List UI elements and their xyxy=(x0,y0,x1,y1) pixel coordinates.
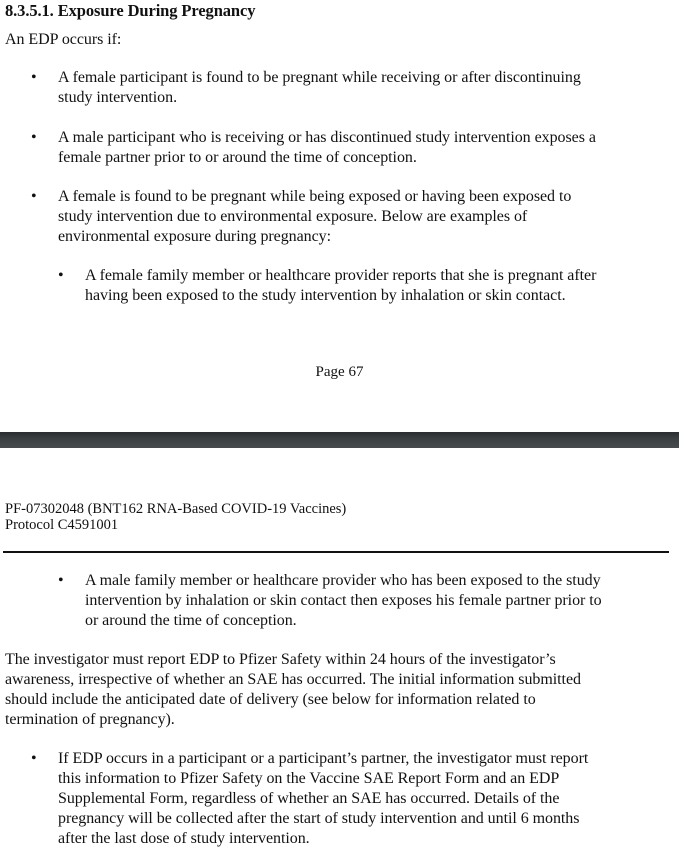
page-break-divider xyxy=(0,432,679,448)
bullet-icon: • xyxy=(31,129,37,146)
document-header-protocol: Protocol C4591001 xyxy=(5,517,119,533)
bullet-line: female partner prior to or around the time of conception. xyxy=(58,149,417,166)
bullet-line: study intervention due to environmental exposure. Below are examples of xyxy=(58,208,528,225)
bullet-line: after the last dose of study intervention. xyxy=(58,830,310,847)
page-number: Page 67 xyxy=(315,364,364,380)
paragraph-line: termination of pregnancy). xyxy=(5,711,175,728)
bullet-icon: • xyxy=(31,750,37,767)
bullet-line: A female is found to be pregnant while being exposed or having been exposed to xyxy=(58,188,572,205)
bullet-line: A female family member or healthcare provider reports that she is pregnant after xyxy=(85,267,597,284)
paragraph-line: awareness, irrespective of whether an SAE has occurred. The initial information submitted xyxy=(5,671,581,688)
section-heading: 8.3.5.1. Exposure During Pregnancy xyxy=(5,1,256,20)
bullet-line: pregnancy will be collected after the start of study intervention and until 6 months xyxy=(58,810,580,827)
bullet-line: A male family member or healthcare provider who has been exposed to the study xyxy=(85,572,601,589)
bullet-line: If EDP occurs in a participant or a participant’s partner, the investigator must report xyxy=(58,750,589,767)
bullet-icon: • xyxy=(31,69,37,86)
paragraph-line: should include the anticipated date of delivery (see below for information related to xyxy=(5,691,536,708)
bullet-line: having been exposed to the study intervention by inhalation or skin contact. xyxy=(85,287,566,304)
bullet-icon: • xyxy=(58,572,64,589)
bullet-line: Supplemental Form, regardless of whether an SAE has occurred. Details of the xyxy=(58,790,560,807)
bullet-line: or around the time of conception. xyxy=(85,612,297,629)
bullet-icon: • xyxy=(31,188,37,205)
bullet-line: this information to Pfizer Safety on the Vaccine SAE Report Form and an EDP xyxy=(58,770,560,787)
intro-text: An EDP occurs if: xyxy=(5,31,122,48)
bullet-line: study intervention. xyxy=(58,89,178,106)
bullet-line: intervention by inhalation or skin contact then exposes his female partner prior to xyxy=(85,592,602,609)
bullet-line: A female participant is found to be pregnant while receiving or after discontinuing xyxy=(58,69,581,86)
paragraph-line: The investigator must report EDP to Pfizer Safety within 24 hours of the investigator’s xyxy=(5,651,556,668)
header-rule xyxy=(3,551,669,553)
bullet-line: environmental exposure during pregnancy: xyxy=(58,228,332,245)
bullet-icon: • xyxy=(58,267,64,284)
document-header-title: PF-07302048 (BNT162 RNA-Based COVID-19 Vaccines) xyxy=(5,501,347,517)
bullet-line: A male participant who is receiving or has discontinued study intervention exposes a xyxy=(58,129,596,146)
